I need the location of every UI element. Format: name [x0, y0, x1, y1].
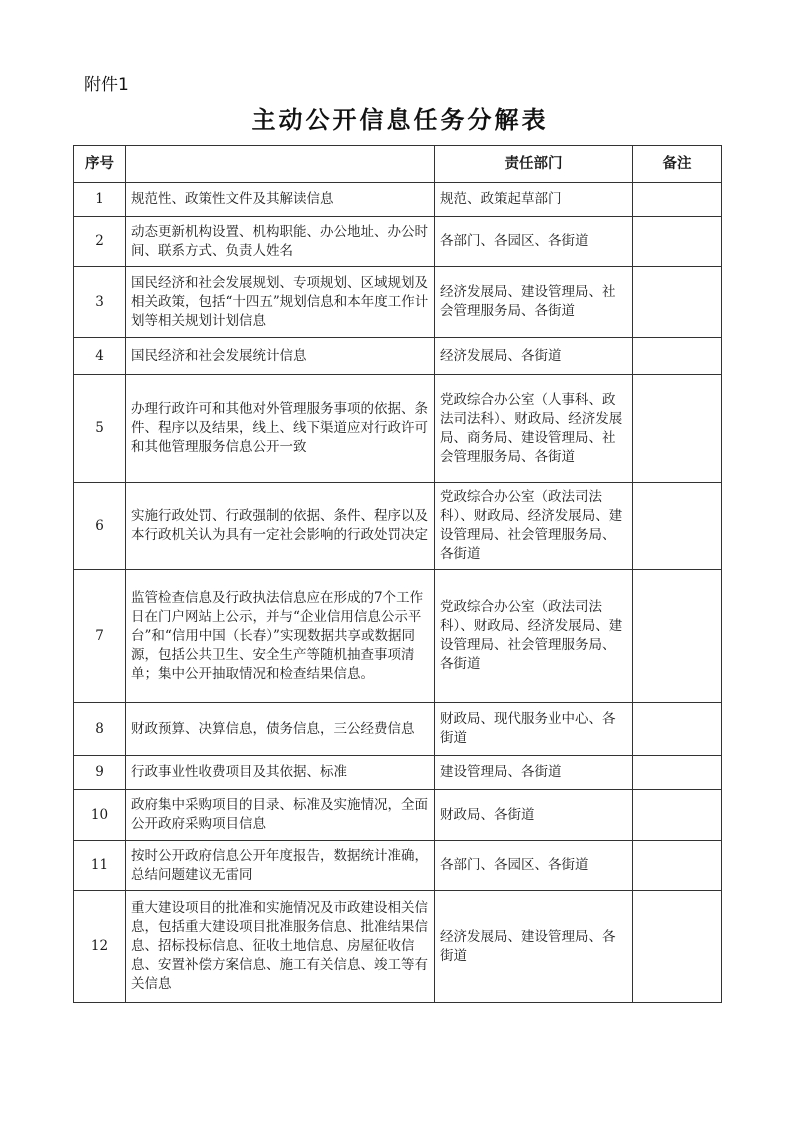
table-row [74, 183, 722, 217]
row-dept: 经济发展局、建设管理局、各街道 [435, 891, 633, 1003]
header-note: 备注 [633, 146, 722, 183]
row-no: 4 [74, 338, 126, 375]
task-table [73, 145, 722, 1003]
row-item: 国民经济和社会发展统计信息 [126, 338, 435, 375]
table-row [74, 483, 722, 570]
row-dept: 党政综合办公室（政法司法科）、财政局、经济发展局、建设管理局、社会管理服务局、各街道 [435, 570, 633, 703]
row-item: 办理行政许可和其他对外管理服务事项的依据、条件、程序以及结果，线上、线下渠道应对行政许可和其他管理服务信息公开一致 [126, 375, 435, 483]
row-no: 10 [74, 790, 126, 841]
row-dept: 经济发展局、建设管理局、社会管理服务局、各街道 [435, 267, 633, 338]
row-dept: 经济发展局、各街道 [435, 338, 633, 375]
row-no: 7 [74, 570, 126, 703]
row-note [633, 483, 722, 570]
row-dept: 各部门、各园区、各街道 [435, 841, 633, 891]
row-dept: 规范、政策起草部门 [435, 183, 633, 217]
row-item: 重大建设项目的批准和实施情况及市政建设相关信息，包括重大建设项目批准服务信息、批准结果信息、招标投标信息、征收土地信息、房屋征收信息、安置补偿方案信息、施工有关信息、竣工等有关信息 [126, 891, 435, 1003]
row-item: 按时公开政府信息公开年度报告，数据统计准确，总结问题建议无雷同 [126, 841, 435, 891]
table-row [74, 570, 722, 703]
row-note [633, 703, 722, 756]
row-note [633, 756, 722, 790]
row-note [633, 183, 722, 217]
row-note [633, 217, 722, 267]
row-no: 9 [74, 756, 126, 790]
row-item: 动态更新机构设置、机构职能、办公地址、办公时间、联系方式、负责人姓名 [126, 217, 435, 267]
attachment-label: 附件1 [84, 75, 129, 95]
table-row [74, 217, 722, 267]
row-note [633, 375, 722, 483]
table-header-row [74, 146, 722, 183]
table-row [74, 790, 722, 841]
row-dept: 财政局、现代服务业中心、各街道 [435, 703, 633, 756]
row-no: 6 [74, 483, 126, 570]
row-item: 国民经济和社会发展规划、专项规划、区域规划及相关政策，包括“十四五”规划信息和本年度工作计划等相关规划计划信息 [126, 267, 435, 338]
row-item: 财政预算、决算信息，债务信息，三公经费信息 [126, 703, 435, 756]
row-note [633, 267, 722, 338]
row-item: 政府集中采购项目的目录、标准及实施情况，全面公开政府采购项目信息 [126, 790, 435, 841]
table-row [74, 841, 722, 891]
row-note [633, 891, 722, 1003]
row-no: 2 [74, 217, 126, 267]
header-no: 序号 [74, 146, 126, 183]
row-dept: 财政局、各街道 [435, 790, 633, 841]
row-item: 行政事业性收费项目及其依据、标准 [126, 756, 435, 790]
row-note [633, 790, 722, 841]
row-no: 12 [74, 891, 126, 1003]
row-item: 规范性、政策性文件及其解读信息 [126, 183, 435, 217]
row-dept: 建设管理局、各街道 [435, 756, 633, 790]
row-no: 5 [74, 375, 126, 483]
row-no: 11 [74, 841, 126, 891]
row-dept: 党政综合办公室（政法司法科）、财政局、经济发展局、建设管理局、社会管理服务局、各街道 [435, 483, 633, 570]
row-no: 3 [74, 267, 126, 338]
page-title: 主动公开信息任务分解表 [251, 105, 549, 134]
row-dept: 党政综合办公室（人事科、政法司法科）、财政局、经济发展局、商务局、建设管理局、社会管理服务局、各街道 [435, 375, 633, 483]
row-no: 8 [74, 703, 126, 756]
header-dept: 责任部门 [435, 146, 633, 183]
table-row [74, 703, 722, 756]
table-row [74, 756, 722, 790]
row-note [633, 570, 722, 703]
table-row [74, 338, 722, 375]
row-item: 监管检查信息及行政执法信息应在形成的7个工作日在门户网站上公示，并与“企业信用信息公示平台”和“信用中国（长春）”实现数据共享或数据同源，包括公共卫生、安全生产等随机抽查事项清单；集中公开抽取情况和检查结果信息。 [126, 570, 435, 703]
header-item [126, 146, 435, 183]
row-note [633, 338, 722, 375]
table-row [74, 267, 722, 338]
table-row [74, 891, 722, 1003]
row-item: 实施行政处罚、行政强制的依据、条件、程序以及本行政机关认为具有一定社会影响的行政处罚决定 [126, 483, 435, 570]
row-note [633, 841, 722, 891]
row-no: 1 [74, 183, 126, 217]
row-dept: 各部门、各园区、各街道 [435, 217, 633, 267]
table-row [74, 375, 722, 483]
